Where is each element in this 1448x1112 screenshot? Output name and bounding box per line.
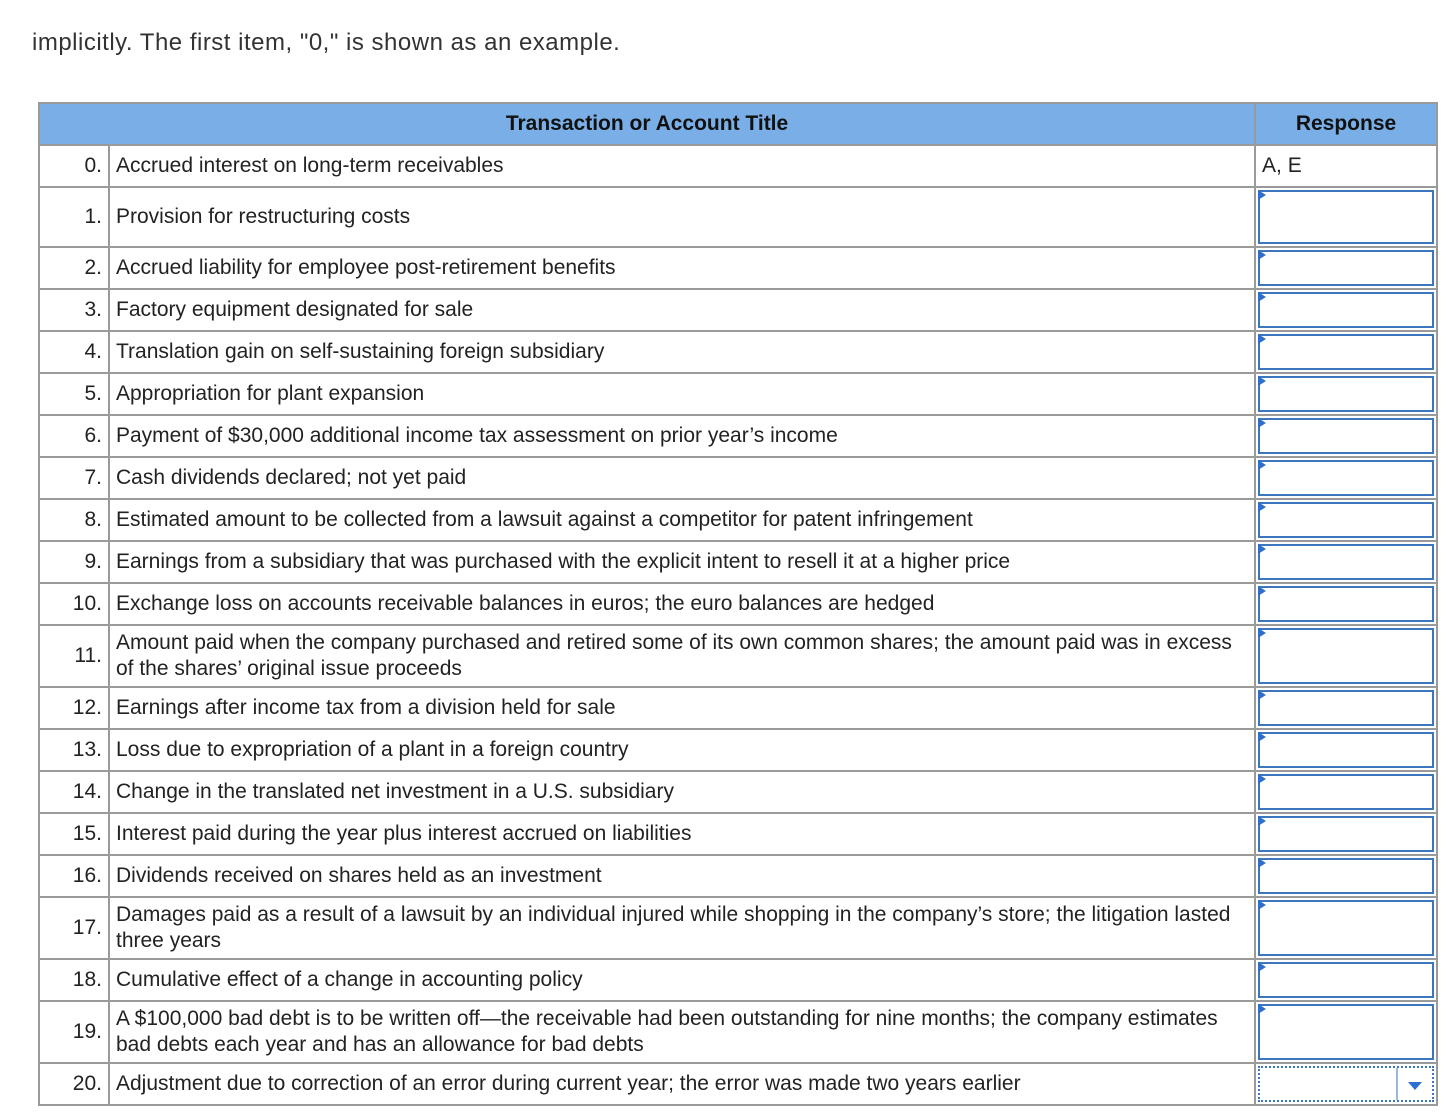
row-number: 18. bbox=[39, 959, 109, 1001]
row-number: 16. bbox=[39, 855, 109, 897]
response-input[interactable] bbox=[1258, 858, 1434, 894]
response-cell bbox=[1255, 457, 1437, 499]
response-cell bbox=[1255, 289, 1437, 331]
row-number: 9. bbox=[39, 541, 109, 583]
response-cell bbox=[1255, 813, 1437, 855]
table-row bbox=[39, 457, 1437, 499]
table-row bbox=[39, 625, 1437, 687]
row-number: 11. bbox=[39, 625, 109, 687]
row-number: 6. bbox=[39, 415, 109, 457]
table-row bbox=[39, 687, 1437, 729]
response-cell bbox=[1255, 187, 1437, 247]
row-title: Factory equipment designated for sale bbox=[109, 289, 1255, 331]
response-cell bbox=[1255, 247, 1437, 289]
input-marker-icon bbox=[1258, 732, 1266, 742]
table-row bbox=[39, 855, 1437, 897]
response-input[interactable] bbox=[1258, 460, 1434, 496]
table-row bbox=[39, 331, 1437, 373]
response-cell bbox=[1255, 1063, 1437, 1105]
input-marker-icon bbox=[1258, 250, 1266, 260]
row-title: Amount paid when the company purchased and retired some of its own common shares; the amount paid was in excess of the shares’ original issue proceeds bbox=[109, 625, 1255, 687]
response-cell bbox=[1255, 729, 1437, 771]
row-title: Cumulative effect of a change in accounting policy bbox=[109, 959, 1255, 1001]
input-marker-icon bbox=[1258, 962, 1266, 972]
row-number: 13. bbox=[39, 729, 109, 771]
input-marker-icon bbox=[1258, 502, 1266, 512]
row-title: Cash dividends declared; not yet paid bbox=[109, 457, 1255, 499]
row-title: Estimated amount to be collected from a lawsuit against a competitor for patent infringement bbox=[109, 499, 1255, 541]
response-cell bbox=[1255, 959, 1437, 1001]
row-number: 2. bbox=[39, 247, 109, 289]
response-input[interactable] bbox=[1258, 292, 1434, 328]
table-row bbox=[39, 897, 1437, 959]
response-input[interactable] bbox=[1258, 628, 1434, 684]
response-cell bbox=[1255, 373, 1437, 415]
row-number: 17. bbox=[39, 897, 109, 959]
response-input[interactable] bbox=[1258, 816, 1434, 852]
row-title: Exchange loss on accounts receivable balances in euros; the euro balances are hedged bbox=[109, 583, 1255, 625]
table-row bbox=[39, 187, 1437, 247]
row-title: Earnings after income tax from a division held for sale bbox=[109, 687, 1255, 729]
row-title: Interest paid during the year plus interest accrued on liabilities bbox=[109, 813, 1255, 855]
table-row bbox=[39, 1063, 1437, 1105]
row-number: 12. bbox=[39, 687, 109, 729]
table-row bbox=[39, 1001, 1437, 1063]
response-input[interactable] bbox=[1258, 334, 1434, 370]
table-row bbox=[39, 771, 1437, 813]
row-title: Damages paid as a result of a lawsuit by an individual injured while shopping in the company’s store; the litigation lasted three years bbox=[109, 897, 1255, 959]
input-marker-icon bbox=[1258, 816, 1266, 826]
table-row bbox=[39, 247, 1437, 289]
input-marker-icon bbox=[1258, 858, 1266, 868]
instructions-text-content: implicitly. The first item, "0," is shown as an example. bbox=[32, 29, 621, 56]
response-cell bbox=[1255, 541, 1437, 583]
input-marker-icon bbox=[1258, 376, 1266, 386]
instructions-text bbox=[32, 18, 620, 58]
table-row bbox=[39, 813, 1437, 855]
response-dropdown[interactable] bbox=[1258, 1066, 1434, 1102]
response-cell bbox=[1255, 331, 1437, 373]
input-marker-icon bbox=[1258, 460, 1266, 470]
response-input[interactable] bbox=[1258, 900, 1434, 956]
response-input[interactable] bbox=[1258, 250, 1434, 286]
response-input[interactable] bbox=[1258, 544, 1434, 580]
row-title: Earnings from a subsidiary that was purchased with the explicit intent to resell it at a higher price bbox=[109, 541, 1255, 583]
response-input[interactable] bbox=[1258, 418, 1434, 454]
response-input[interactable] bbox=[1258, 962, 1434, 998]
row-title: Dividends received on shares held as an investment bbox=[109, 855, 1255, 897]
transactions-table bbox=[38, 102, 1438, 1106]
input-marker-icon bbox=[1258, 628, 1266, 638]
table-row bbox=[39, 289, 1437, 331]
input-marker-icon bbox=[1258, 690, 1266, 700]
row-title: A $100,000 bad debt is to be written off—the receivable had been outstanding for nine months; the company estimates bad debts each year and has an allowance for bad debts bbox=[109, 1001, 1255, 1063]
header-transaction-title: Transaction or Account Title bbox=[39, 103, 1255, 145]
response-input[interactable] bbox=[1258, 502, 1434, 538]
row-number: 0. bbox=[39, 145, 109, 187]
row-title: Provision for restructuring costs bbox=[109, 187, 1255, 247]
response-input[interactable] bbox=[1258, 690, 1434, 726]
row-number: 8. bbox=[39, 499, 109, 541]
response-cell bbox=[1255, 687, 1437, 729]
table-row bbox=[39, 959, 1437, 1001]
row-title: Accrued liability for employee post-retirement benefits bbox=[109, 247, 1255, 289]
input-marker-icon bbox=[1258, 544, 1266, 554]
row-title: Change in the translated net investment in a U.S. subsidiary bbox=[109, 771, 1255, 813]
row-number: 20. bbox=[39, 1063, 109, 1105]
row-title: Appropriation for plant expansion bbox=[109, 373, 1255, 415]
example-response: A, E bbox=[1255, 145, 1437, 187]
row-number: 19. bbox=[39, 1001, 109, 1063]
row-number: 1. bbox=[39, 187, 109, 247]
response-cell bbox=[1255, 1001, 1437, 1063]
row-title: Translation gain on self-sustaining foreign subsidiary bbox=[109, 331, 1255, 373]
row-number: 3. bbox=[39, 289, 109, 331]
row-number: 14. bbox=[39, 771, 109, 813]
row-number: 5. bbox=[39, 373, 109, 415]
response-input[interactable] bbox=[1258, 732, 1434, 768]
response-input[interactable] bbox=[1258, 1004, 1434, 1060]
row-number: 10. bbox=[39, 583, 109, 625]
response-input[interactable] bbox=[1258, 586, 1434, 622]
response-cell bbox=[1255, 771, 1437, 813]
input-marker-icon bbox=[1258, 334, 1266, 344]
input-marker-icon bbox=[1258, 586, 1266, 596]
input-marker-icon bbox=[1258, 190, 1266, 200]
row-number: 7. bbox=[39, 457, 109, 499]
response-cell bbox=[1255, 415, 1437, 457]
response-cell bbox=[1255, 855, 1437, 897]
table-row bbox=[39, 373, 1437, 415]
response-input[interactable] bbox=[1258, 190, 1434, 244]
row-number: 15. bbox=[39, 813, 109, 855]
table-row bbox=[39, 415, 1437, 457]
row-title: Payment of $30,000 additional income tax assessment on prior year’s income bbox=[109, 415, 1255, 457]
header-response: Response bbox=[1255, 103, 1437, 145]
response-cell bbox=[1255, 897, 1437, 959]
table-row bbox=[39, 499, 1437, 541]
row-title: Adjustment due to correction of an error during current year; the error was made two years earlier bbox=[109, 1063, 1255, 1105]
dropdown-toggle[interactable] bbox=[1396, 1068, 1432, 1100]
table-row bbox=[39, 729, 1437, 771]
response-input[interactable] bbox=[1258, 376, 1434, 412]
input-marker-icon bbox=[1258, 292, 1266, 302]
table-row bbox=[39, 541, 1437, 583]
input-marker-icon bbox=[1258, 774, 1266, 784]
table-header-row bbox=[39, 103, 1437, 145]
input-marker-icon bbox=[1258, 418, 1266, 428]
response-input[interactable] bbox=[1258, 774, 1434, 810]
table-row bbox=[39, 145, 1437, 187]
response-cell bbox=[1255, 583, 1437, 625]
row-title: Accrued interest on long-term receivables bbox=[109, 145, 1255, 187]
input-marker-icon bbox=[1258, 900, 1266, 910]
row-number: 4. bbox=[39, 331, 109, 373]
chevron-down-icon bbox=[1408, 1082, 1422, 1090]
row-title: Loss due to expropriation of a plant in a foreign country bbox=[109, 729, 1255, 771]
table-row bbox=[39, 583, 1437, 625]
input-marker-icon bbox=[1258, 1004, 1266, 1014]
response-cell bbox=[1255, 625, 1437, 687]
response-cell bbox=[1255, 499, 1437, 541]
